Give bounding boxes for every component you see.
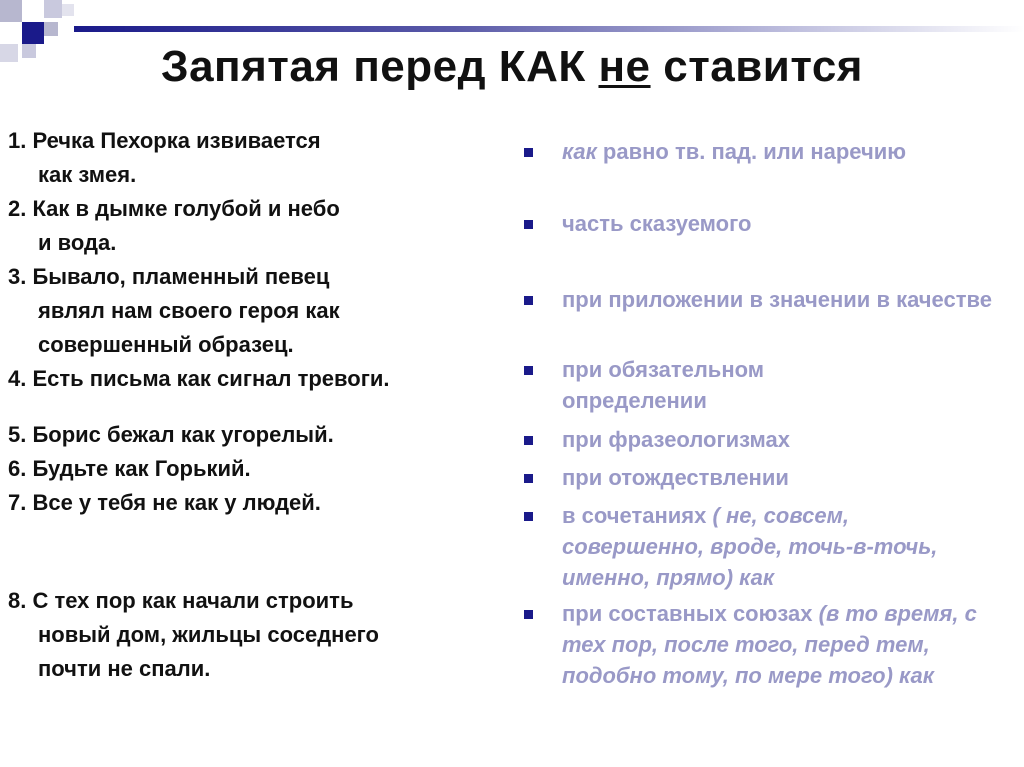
header-rule — [74, 26, 1024, 32]
title-underlined-word: не — [598, 42, 651, 91]
example-line: 2. Как в дымке голубой и небо — [8, 196, 340, 221]
example-line: 8. С тех пор как начали строить — [8, 588, 354, 613]
bullet-square-icon — [524, 512, 533, 521]
rule-italic: (в то время, с тех пор, после того, перед тем, подобно тому, по мере того) как — [562, 601, 977, 688]
example-item — [8, 486, 528, 520]
example-line: 5. Борис бежал как угорелый. — [8, 422, 334, 447]
example-item — [8, 418, 528, 452]
rule-text: при фразеологизмах — [562, 427, 790, 452]
rule-text: в сочетаниях — [562, 503, 713, 528]
rule-text: при обязательном определении — [562, 357, 765, 413]
title-part-3: ставится — [650, 42, 863, 91]
decor-square — [62, 4, 74, 16]
example-line: и вода. — [38, 230, 117, 255]
example-line: почти не спали. — [38, 656, 211, 681]
example-item — [8, 260, 528, 362]
rule-item — [524, 354, 1016, 416]
decor-square — [44, 22, 58, 36]
rule-item — [524, 284, 1016, 315]
example-line: 4. Есть письма как сигнал тревоги. — [8, 366, 390, 391]
example-line: 6. Будьте как Горький. — [8, 456, 251, 481]
example-item — [8, 124, 528, 192]
example-line: совершенный образец. — [38, 332, 294, 357]
example-item — [8, 192, 528, 260]
examples-list — [8, 124, 528, 686]
decor-square — [22, 22, 44, 44]
example-line: как змея. — [38, 162, 137, 187]
example-item — [8, 584, 528, 686]
example-item — [8, 452, 528, 486]
rule-item — [524, 208, 1016, 239]
bullet-square-icon — [524, 436, 533, 445]
example-line: 7. Все у тебя не как у людей. — [8, 490, 321, 515]
rule-item — [524, 598, 1016, 691]
bullet-square-icon — [524, 148, 533, 157]
bullet-square-icon — [524, 610, 533, 619]
rule-item — [524, 500, 1016, 593]
bullet-square-icon — [524, 474, 533, 483]
bullet-square-icon — [524, 296, 533, 305]
bullet-square-icon — [524, 220, 533, 229]
rule-italic: как — [562, 139, 597, 164]
rule-text: при составных союзах — [562, 601, 819, 626]
rule-text: при приложении в значении в качестве — [562, 287, 992, 312]
example-line: 1. Речка Пехорка извивается — [8, 128, 321, 153]
rule-italic: ( не, совсем, совершенно, вроде, точь-в-точь, именно, прямо) как — [562, 503, 938, 590]
example-line: являл нам своего героя как — [38, 298, 340, 323]
rule-item — [524, 462, 1016, 493]
rule-text: часть сказуемого — [562, 211, 752, 236]
rule-item — [524, 424, 1016, 455]
example-line: новый дом, жильцы соседнего — [38, 622, 379, 647]
decor-square — [0, 0, 22, 22]
bullet-square-icon — [524, 366, 533, 375]
rule-text: при отождествлении — [562, 465, 789, 490]
example-line: 3. Бывало, пламенный певец — [8, 264, 330, 289]
slide-title — [0, 42, 1024, 92]
decor-square — [44, 0, 62, 18]
rule-text: равно тв. пад. или наречию — [596, 139, 907, 164]
example-item — [8, 362, 528, 396]
rule-item — [524, 136, 1016, 167]
title-part-1: Запятая перед КАК — [161, 42, 599, 91]
